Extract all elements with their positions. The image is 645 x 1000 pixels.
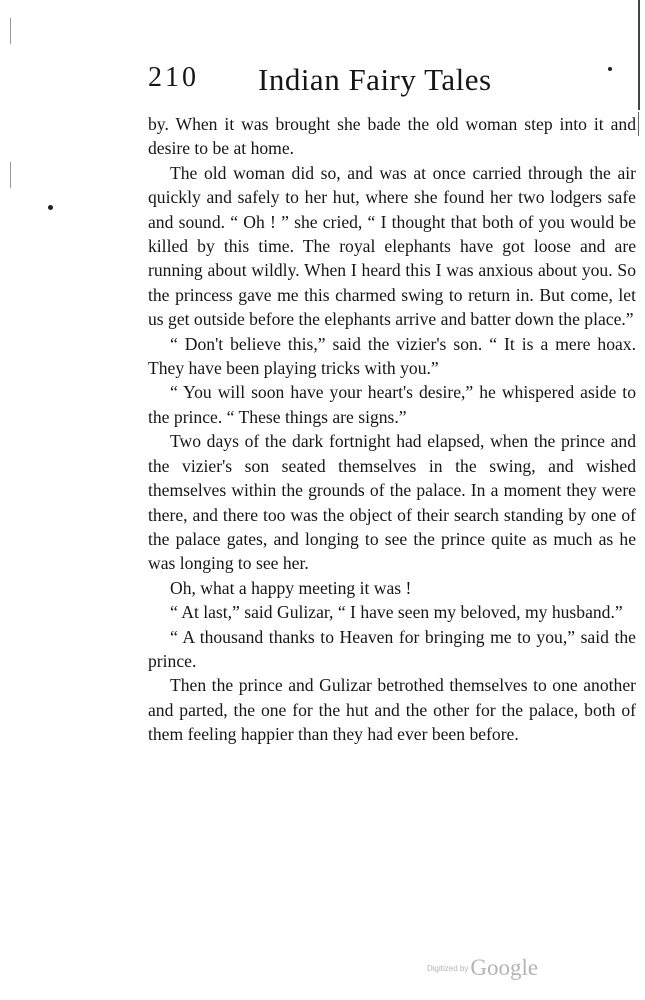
scan-margin-line bbox=[10, 162, 11, 188]
paragraph: “ At last,” said Gulizar, “ I have seen my beloved, my husband.” bbox=[170, 602, 623, 623]
paragraph: Then the prince and Gulizar betrothed themselves to one another and parted, the one for the hut and the other for the palace, both of them feeling happier than they had ever been before. bbox=[148, 675, 636, 745]
paragraph: The old woman did so, and was at once carried through the air quickly and safely to her hut, where she found her two lodgers safe and sound. “ Oh ! ” she cried, “ I thought that both of you would be killed by this time. The royal elephants have got loose and are running about wildly. When I heard this I was anxious about you. So the princess gave me this charmed swing to return in. But come, let us get outside before the elephants arrive and batter down the place.” bbox=[148, 162, 636, 330]
page-body-text bbox=[148, 112, 636, 747]
paragraph: Oh, what a happy meeting it was ! bbox=[170, 577, 412, 598]
page-edge-line bbox=[638, 112, 639, 136]
running-title: Indian Fairy Tales bbox=[258, 62, 492, 97]
paragraph: “ You will soon have your heart's desire,” he whispered aside to the prince. “ These things are signs.” bbox=[148, 382, 636, 427]
paragraph: Two days of the dark fortnight had elapsed, when the prince and the vizier's son seated themselves in the swing, and wished themselves within the grounds of the palace. In a moment they were there, and there too was the object of their search standing by one of the palace gates, and longing to see the prince quite as much as he was longing to see her. bbox=[148, 431, 636, 574]
paragraph: by. When it was brought she bade the old woman step into it and desire to be at home. bbox=[148, 114, 636, 159]
speck-mark bbox=[48, 205, 53, 210]
digitized-watermark bbox=[427, 955, 538, 985]
paragraph: “ A thousand thanks to Heaven for bringing me to you,” said the prince. bbox=[148, 626, 636, 671]
watermark-prefix: Digitized by bbox=[427, 964, 469, 973]
paragraph: “ Don't believe this,” said the vizier's son. “ It is a mere hoax. They have been playing tricks with you.” bbox=[148, 333, 636, 379]
scan-margin-line bbox=[10, 18, 11, 44]
page-header bbox=[148, 62, 642, 108]
page-number: 210 bbox=[148, 62, 199, 93]
google-logo: Google bbox=[470, 955, 539, 980]
